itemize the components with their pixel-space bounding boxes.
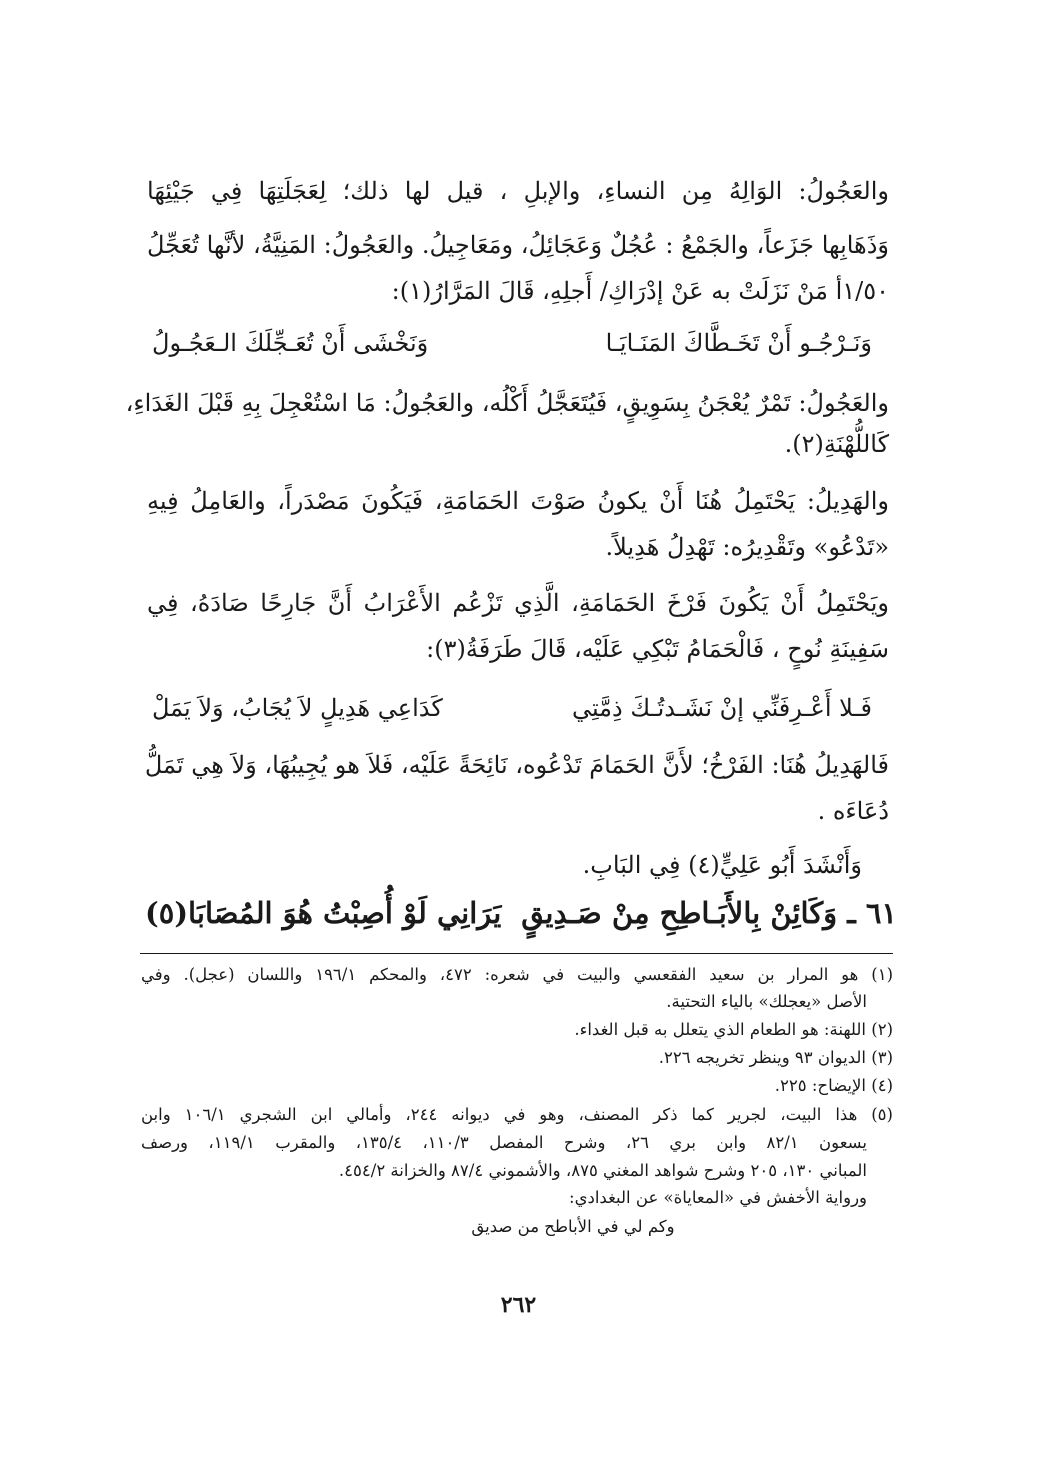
- body-line: وَأَنْشَدَ أَبُو عَلِيٍّ(٤) فِي البَابِ.: [582, 851, 862, 879]
- body-line: والعَجُولُ: الوَالِهُ مِن النساءِ، والإبلِ ، قيل لها ذلك؛ لِعَجَلَتِهَا فِي جَيْئِهَا: [147, 177, 889, 205]
- footnote-line: الأصل «يعجلك» بالياء التحتية.: [666, 992, 867, 1011]
- verse-hemistich-right: وَنَـرْجُـو أَنْ تَخَـطَّاكَ المَنَـايَـا: [605, 329, 872, 357]
- footnote-line: وكم لي في الأباطح من صديق: [471, 1217, 675, 1236]
- footnote-line: (٣) الديوان ٩٣ وينظر تخريجه ٢٢٦.: [658, 1048, 893, 1067]
- body-line: فَالهَدِيلُ هُنَا: الفَرْخُ؛ لأَنَّ الحَمَامَ تَدْعُوه، نَائِحَةً عَلَيْه، فَلاَ هو يُجِيبُهَا، وَلاَ هِي تَمَلُّ: [144, 751, 889, 779]
- body-line: ويَحْتَمِلُ أَنْ يَكُونَ فَرْخَ الحَمَامَةِ، الَّذِي تَزْعُم الأَعْرَابُ أَنَّ جَارِحًا صَادَهُ، فِي: [147, 589, 889, 617]
- verse-hemistich-left: وَنَخْشَى أَنْ تُعَـجِّلَكَ الـعَجُـولُ: [152, 329, 429, 357]
- footnote-line: المباني ١٣٠، ٢٠٥ وشرح شواهد المغني ٨٧٥، والأشموني ٨٧/٤ والخزانة ٤٥٤/٢.: [338, 1161, 867, 1180]
- footnote-line: (١) هو المرار بن سعيد الفقعسي والبيت في شعره: ٤٧٢، والمحكم ١٩٦/١ واللسان (عجل). وفي: [141, 965, 893, 984]
- verse-heading-61: [145, 896, 897, 930]
- footnote-separator: [140, 953, 893, 954]
- footnote-line: (٥) هذا البيت، لجرير كما ذكر المصنف، وهو في ديوانه ٢٤٤، وأمالي ابن الشجري ١٠٦/١ وابن: [141, 1105, 893, 1124]
- body-line: «تَدْعُو» وتَقْدِيرُه: تَهْدِلُ هَدِيلاً.: [605, 533, 889, 561]
- verse-1: [152, 324, 872, 362]
- footnote-line: ورواية الأخفش في «المعاياة» عن البغدادي:: [569, 1188, 867, 1207]
- verse-hemistich-left: يَرَانِي لَوْ أُصِبْتُ هُوَ المُصَابَا(٥): [145, 896, 502, 930]
- footnote-line: يسعون ٨٢/١ وابن بري ٢٦، وشرح المفصل ١١٠/٣، ١٣٥/٤، والمقرب ١١٩/١، ورصف: [141, 1133, 867, 1152]
- body-line: وَذَهَابِها جَزَعاً، والجَمْعُ : عُجُلٌ وَعَجَائِلُ، ومَعَاجِيلُ. والعَجُولُ: المَنِيَّةُ، لأنَّها تُعَجِّلُ: [147, 231, 889, 259]
- footnote-line: (٢) اللهنة: هو الطعام الذي يتعلل به قبل الغداء.: [574, 1020, 893, 1039]
- body-line: والعَجُولُ: تَمْرٌ يُعْجَنُ بِسَوِيقٍ، فَيُتَعَجَّلُ أَكْلُه، والعَجُولُ: مَا اسْتُعْجِلَ بِهِ قَبْلَ الغَدَاءِ،: [125, 389, 889, 417]
- verse-hemistich-right: فَـلا أَعْـرِفَنِّي إنْ نَشَـدتُـكَ ذِمَّتِي: [571, 694, 872, 722]
- body-line: ١/٥٠أ مَنْ نَزَلَتْ به عَنْ إدْرَاكِ/ أَجلِهِ، قَالَ المَرَّارُ(١):: [391, 277, 889, 305]
- verse-hemistich-left: كَدَاعِي هَدِيلٍ لاَ يُجَابُ، وَلاَ يَمَلْ: [152, 694, 443, 722]
- body-line: والهَدِيلُ: يَحْتَمِلُ هُنَا أَنْ يكونُ صَوْتَ الحَمَامَةِ، فَيَكُونَ مَصْدَراً، والعَامِلُ فِيهِ: [147, 487, 889, 515]
- page-number: ٢٦٢: [500, 1292, 537, 1318]
- body-line: كَاللُّهْنَةِ(٢).: [784, 430, 889, 458]
- verse-2: [152, 689, 872, 727]
- body-line: دُعَاءَه .: [817, 797, 889, 825]
- body-line: سَفِينَةِ نُوحٍ ، فَالْحَمَامُ تَبْكِي عَلَيْه، قَالَ طَرَفَةُ(٣):: [426, 635, 889, 663]
- verse-hemistich-right: ٦١ ـ وَكَائِنْ بِالأَبَـاطِحِ مِنْ صَـدِيقٍ: [521, 896, 897, 930]
- footnote-line: (٤) الإيضاح: ٢٢٥.: [774, 1076, 893, 1095]
